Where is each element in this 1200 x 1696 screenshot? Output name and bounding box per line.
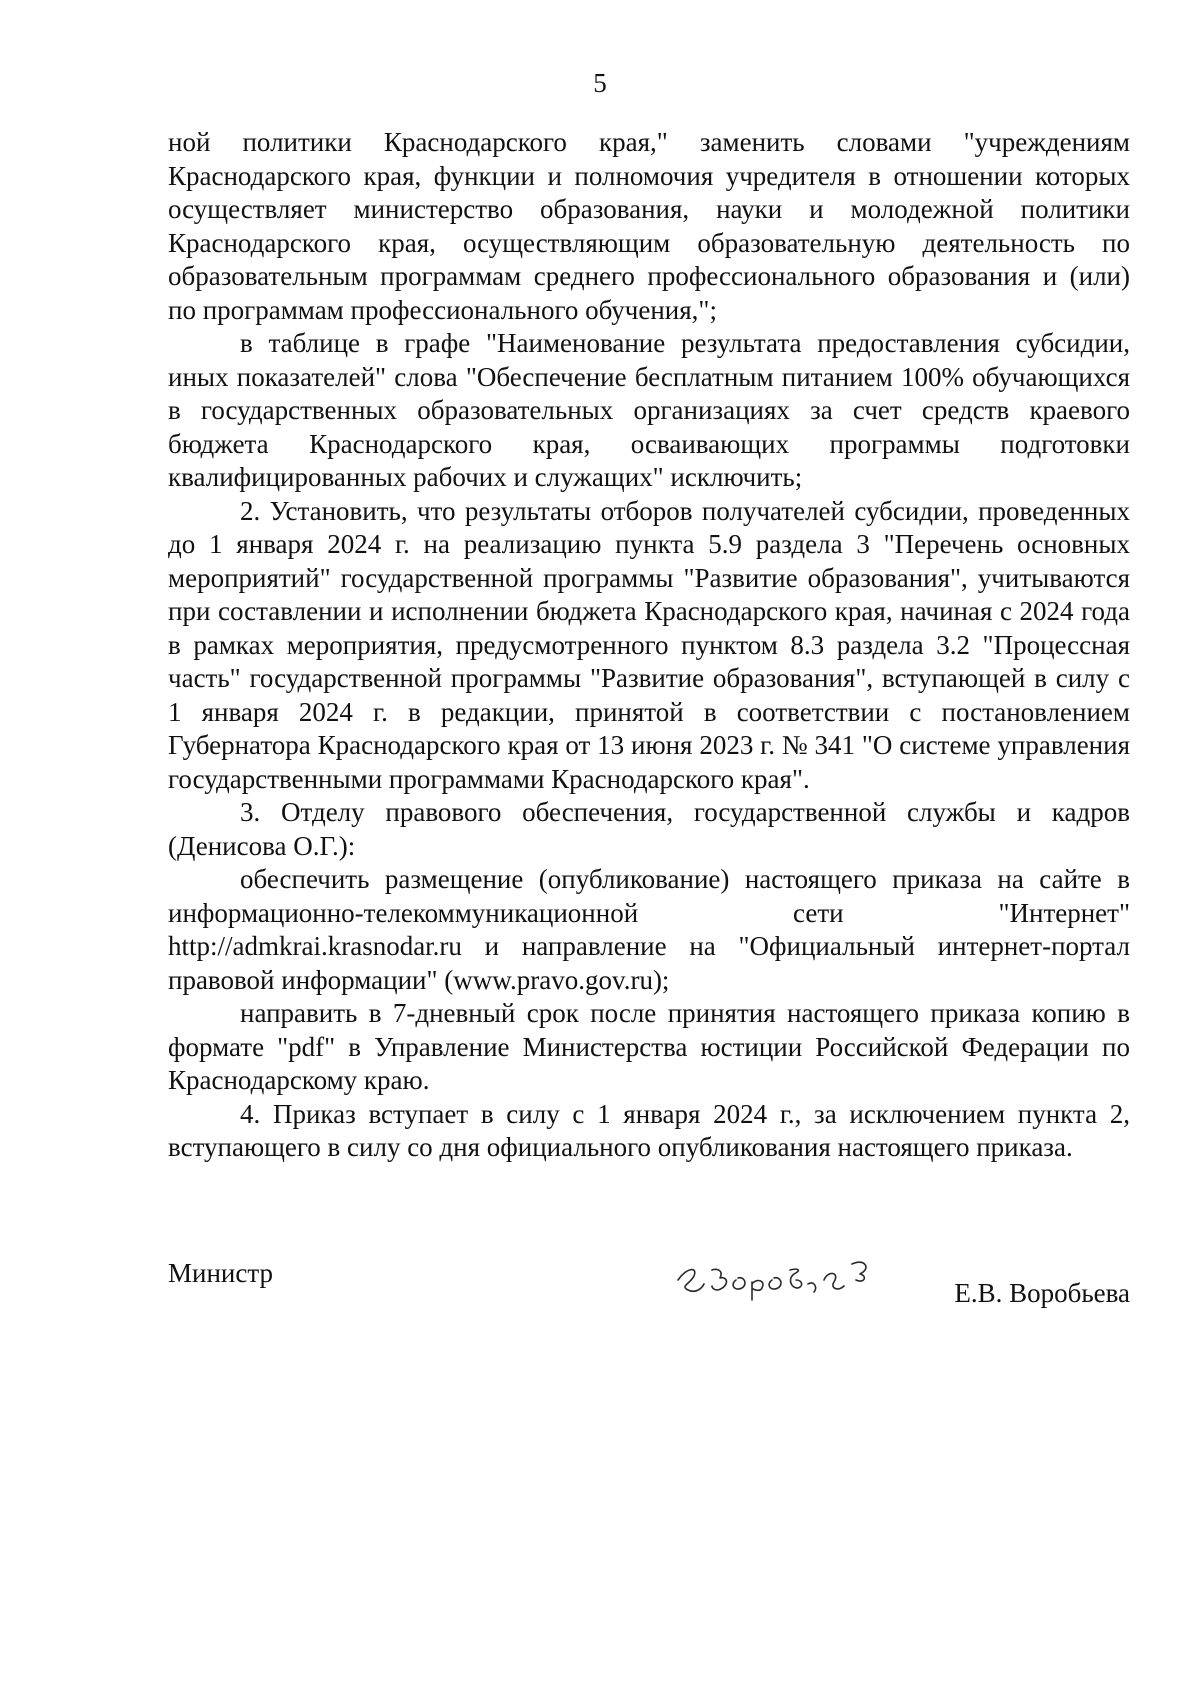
handwritten-signature (668, 1240, 898, 1310)
paragraph-table-amendment: в таблице в графе "Наименование результата предоставления субсидии, иных показателей" слова "Обеспечение бесплатным питанием 100% обучающихся в государственных образовательных организациях за счет средств краевого бюджета Краснодарского края, осваивающих программы подготовки квалифицированных рабочих и служащих" исключить; (168, 328, 1130, 492)
document-body (168, 126, 1130, 1165)
paragraph-continuation: ной политики Краснодарского края," заменить словами "учреждениям Краснодарского края, функции и полномочия учредителя в отношении которых осуществляет министерство образования, науки и молодежной политики Краснодарского края, осуществляющим образовательную деятельность по образовательным программам среднего профессионального образования и (или) по программам профессионального обучения,"; (168, 127, 1130, 325)
page-number: 5 (593, 68, 607, 98)
paragraph-item-3-publish: обеспечить размещение (опубликование) настоящего приказа на сайте в информационно-телекоммуникационной сети "Интернет" http://admkrai.krasnodar.ru и направление на "Официальный интернет-портал правовой информации" (www.pravo.gov.ru); (168, 864, 1130, 995)
paragraph-item-3-send: направить в 7-дневный срок после принятия настоящего приказа копию в формате "pdf" в Управление Министерства юстиции Российской Федерации по Краснодарскому краю. (168, 998, 1130, 1095)
paragraph-item-2: 2. Установить, что результаты отборов получателей субсидии, проведенных до 1 января 2024 г. на реализацию пункта 5.9 раздела 3 "Перечень основных мероприятий" государственной программы "Развитие образования", учитываются при составлении и исполнении бюджета Краснодарского края, начиная с 2024 года в рамках мероприятия, предусмотренного пунктом 8.3 раздела 3.2 "Процессная часть" государственной программы "Развитие образования", вступающей в силу с 1 января 2024 г. в редакции, принятой в соответствии с постановлением Губернатора Краснодарского края от 13 июня 2023 г. № 341 "О системе управления государственными программами Краснодарского края". (168, 495, 1130, 794)
signatory-name: Е.В. Воробьева (954, 1278, 1130, 1308)
paragraph-item-4: 4. Приказ вступает в силу с 1 января 2024 г., за исключением пункта 2, вступающего в силу со дня официального опубликования настоящего приказа. (168, 1098, 1130, 1162)
paragraph-item-3: 3. Отделу правового обеспечения, государственной службы и кадров (Денисова О.Г.): (168, 797, 1130, 861)
signature-block (168, 1240, 1130, 1330)
signatory-title: Министр (168, 1258, 273, 1288)
